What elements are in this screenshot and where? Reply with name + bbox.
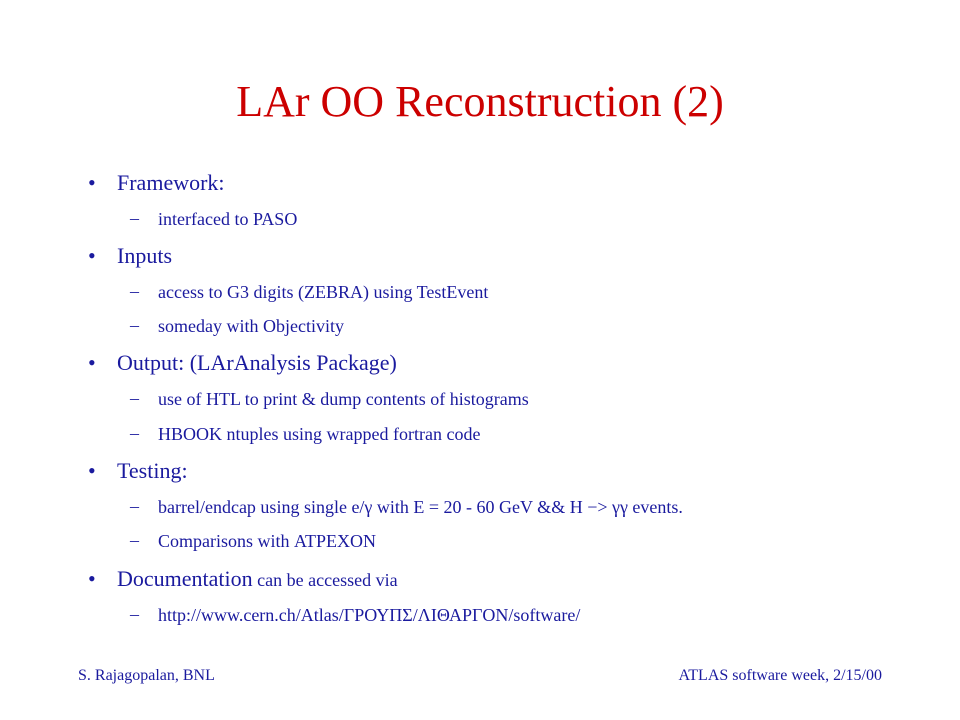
bullet-icon: • — [88, 566, 96, 591]
bullet-icon: • — [88, 458, 96, 483]
bullet-testing: Testing: — [117, 458, 188, 483]
bullet-icon: • — [88, 170, 96, 195]
footer-author: S. Rajagopalan, BNL — [78, 667, 215, 684]
bullet-output: Output: (LArAnalysis Package) — [117, 350, 397, 375]
subitem-g3-digits: access to G3 digits (ZEBRA) using TestEvent — [158, 282, 489, 302]
dash-icon: – — [130, 496, 139, 516]
dash-icon: – — [130, 281, 139, 301]
subitem-interfaced-paso: interfaced to PASO — [158, 209, 298, 229]
subitem-hbook: HBOOK ntuples using wrapped fortran code — [158, 424, 481, 444]
subitem-doc-url: http://www.cern.ch/Atlas/ΓΡΟΥΠΣ/ΛΙΘΑΡΓΟΝ/software/ — [158, 605, 581, 625]
dash-icon: – — [130, 315, 139, 335]
dash-icon: – — [130, 530, 139, 550]
subitem-comparisons: Comparisons with ΑΤΡΕΧΟΝ — [158, 531, 377, 551]
bullet-documentation — [117, 564, 398, 595]
subitem-barrel-endcap: barrel/endcap using single e/γ with E = 20 - 60 GeV && H −> γγ events. — [158, 497, 683, 517]
dash-icon: – — [130, 388, 139, 408]
documentation-label: Documentation — [117, 566, 253, 591]
documentation-suffix: can be accessed via — [252, 570, 398, 590]
bullet-inputs: Inputs — [117, 243, 172, 268]
bullet-icon: • — [88, 243, 96, 268]
dash-icon: – — [130, 423, 139, 443]
subitem-objectivity: someday with Objectivity — [158, 316, 344, 336]
dash-icon: – — [130, 604, 139, 624]
dash-icon: – — [130, 208, 139, 228]
subitem-htl: use of HTL to print & dump contents of histograms — [158, 389, 529, 409]
bullet-framework: Framework: — [117, 170, 225, 195]
footer-event: ATLAS software week, 2/15/00 — [678, 667, 882, 684]
slide-title: LAr OO Reconstruction (2) — [236, 77, 724, 126]
bullet-icon: • — [88, 350, 96, 375]
